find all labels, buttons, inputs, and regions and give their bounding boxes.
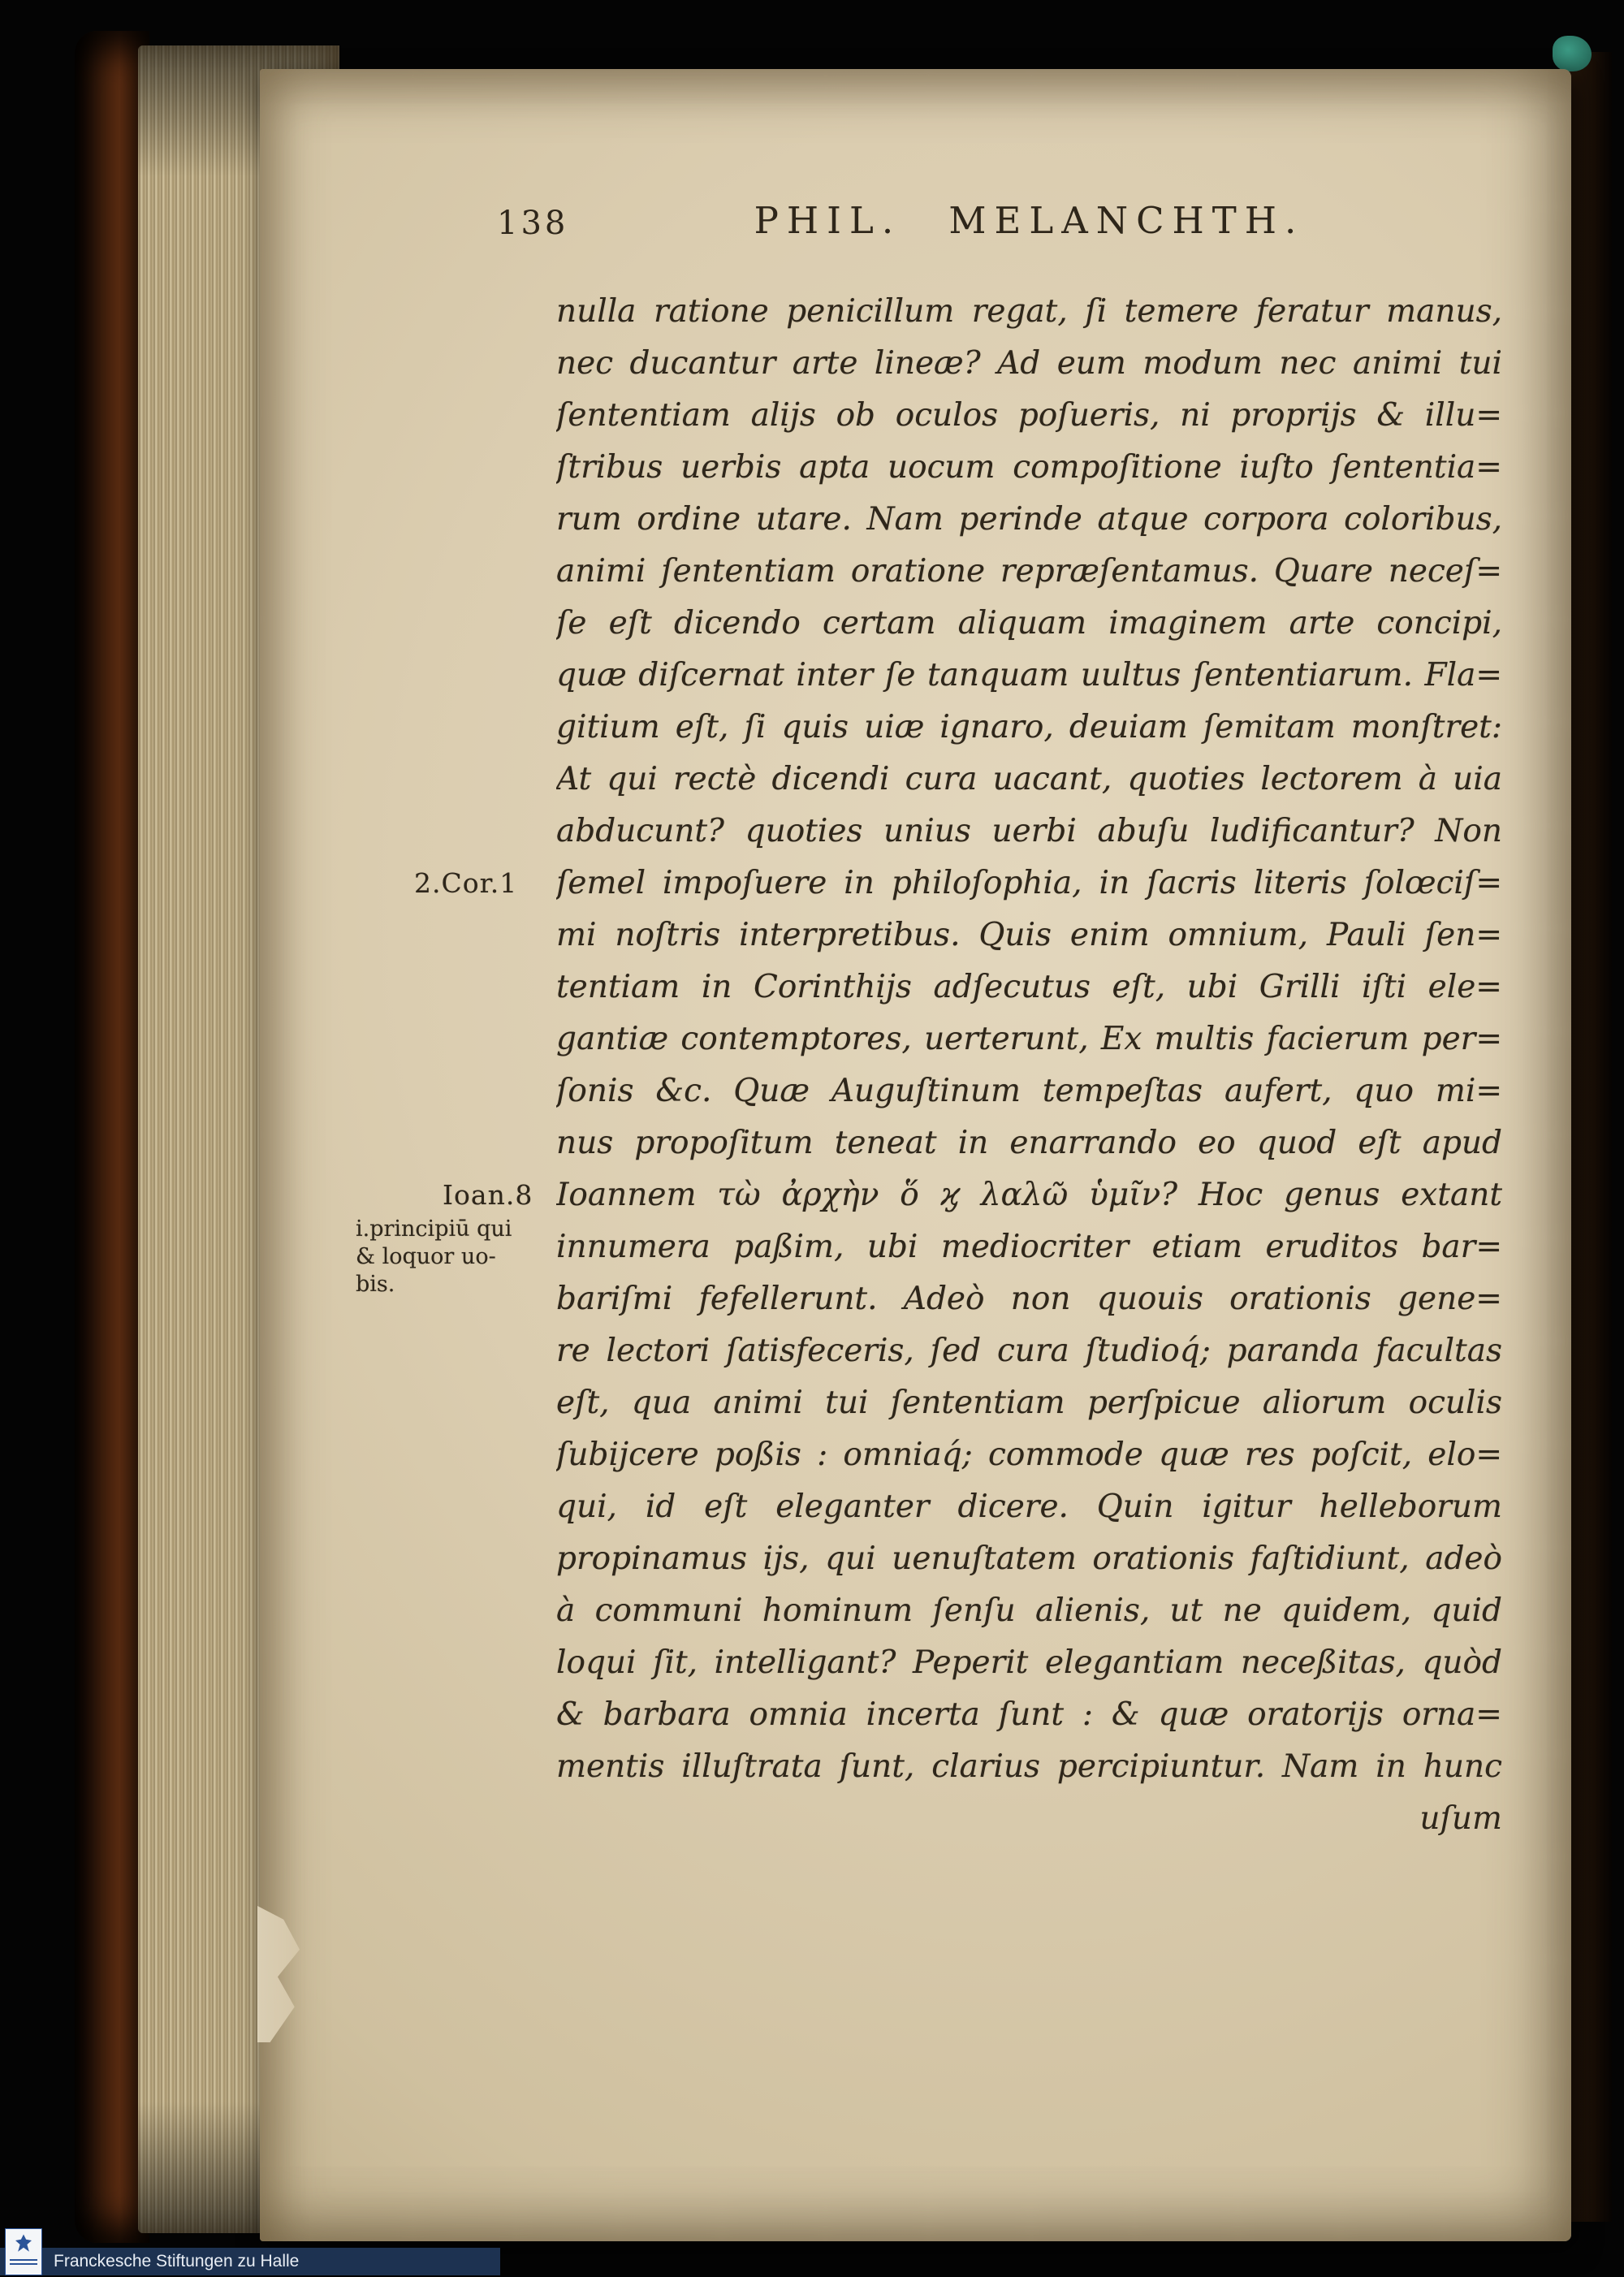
body-text-line: nus propoſitum teneat in enarrando eo quod eſt apud [556, 1125, 1502, 1161]
body-text-line: mentis illuſtrata ſunt, clarius percipiuntur. Nam in hunc [556, 1748, 1502, 1785]
body-text-line: gitium eſt, ſi quis uiæ ignaro, deuiam ſemitam monſtret: [556, 709, 1502, 745]
body-text-line: innumera paßim, ubi mediocriter etiam eruditos bar= [556, 1229, 1502, 1265]
body-text-line: loqui ſit, intelligant? Peperit elegantiam neceßitas, quòd [556, 1644, 1502, 1681]
bookmark-ribbon [1553, 36, 1592, 71]
body-text-line: ſonis &c. Quæ Auguſtinum tempeſtas aufert, quo mi= [556, 1073, 1502, 1109]
body-text-line: nec ducantur arte lineæ? Ad eum modum nec animi tui [556, 345, 1502, 382]
body-text-line: ſtribus uerbis apta uocum compoſitione iuſto ſententia= [556, 449, 1502, 486]
body-text-line: mi noſtris interpretibus. Quis enim omnium, Pauli ſen= [556, 917, 1502, 953]
body-text-line: propinamus ijs, qui uenuſtatem orationis faſtidiunt, adeò [556, 1540, 1502, 1577]
eagle-emblem-icon [11, 2232, 36, 2257]
body-text-line: gantiæ contemptores, uerterunt, Ex multis facierum per= [556, 1021, 1502, 1057]
body-text-line: At qui rectè dicendi cura uacant, quoties lectorem à uia [556, 761, 1502, 797]
running-title: PHIL. MELANCHTH. [754, 199, 1305, 242]
body-text-line: qui, id eſt eleganter dicere. Quin igitur helleborum [556, 1488, 1502, 1525]
body-text-line: nulla ratione penicillum regat, ſi temere feratur manus, [556, 293, 1502, 330]
page-number: 138 [497, 205, 569, 242]
attribution-text: Franckesche Stiftungen zu Halle [54, 2252, 300, 2271]
gloss-line-2: & loquor uo- [356, 1244, 496, 1269]
body-text-line: abducunt? quoties unius uerbi abuſu ludificantur? Non [556, 813, 1502, 849]
body-text-line: bariſmi fefellerunt. Adeò non quouis orationis gene= [556, 1281, 1502, 1317]
body-text-line: animi ſententiam oratione repræſentamus. Quare neceſ= [556, 553, 1502, 590]
body-text-block [556, 286, 1502, 1793]
book-page [260, 69, 1571, 2241]
franckesche-stiftungen-logo [5, 2228, 42, 2275]
body-text-line: eſt, qua animi tui ſententiam perſpicue aliorum oculis [556, 1385, 1502, 1421]
body-text-line: & barbara omnia incerta ſunt : & quæ oratorijs orna= [556, 1696, 1502, 1733]
body-text-line: rum ordine utare. Nam perinde atque corpora coloribus, [556, 501, 1502, 538]
body-text-line: ſententiam alijs ob oculos poſueris, ni proprijs & illu= [556, 397, 1502, 434]
logo-text-line [10, 2259, 37, 2261]
body-text-line: Ioannem τὼ ἀρχὴν ὅ ϗ λαλῶ ὑμῖν? Hoc genus extant [556, 1177, 1502, 1213]
body-text-line: tentiam in Corinthijs adſecutus eſt, ubi Grilli iſti ele= [556, 969, 1502, 1005]
body-text-line: ſe eſt dicendo certam aliquam imaginem arte concipi, [556, 605, 1502, 642]
catchword: uſum [1419, 1800, 1502, 1837]
paper-tear [257, 1906, 300, 2042]
body-text-line: ſemel impoſuere in philoſophia, in ſacris literis ſolœciſ= [556, 865, 1502, 901]
right-page-edge [1570, 52, 1612, 2222]
margin-note-ioan8: Ioan.8 [443, 1179, 533, 1211]
gloss-line-3: bis. [356, 1272, 395, 1297]
attribution-bar [0, 2248, 500, 2275]
body-text-line: ſubijcere poßis : omniaq́; commode quæ res poſcit, elo= [556, 1437, 1502, 1473]
logo-text-line [10, 2263, 37, 2265]
margin-note-2cor1: 2.Cor.1 [414, 867, 518, 899]
margin-note-gloss [356, 1216, 512, 1298]
body-text-line: à communi hominum ſenſu alienis, ut ne quidem, quid [556, 1592, 1502, 1629]
gloss-line-1: i.principiū qui [356, 1216, 512, 1242]
body-text-line: quæ diſcernat inter ſe tanquam uultus ſententiarum. Fla= [556, 657, 1502, 693]
book-photo [73, 24, 1612, 2256]
body-text-line: re lectori ſatisfeceris, ſed cura ſtudioq́; paranda facultas [556, 1333, 1502, 1369]
